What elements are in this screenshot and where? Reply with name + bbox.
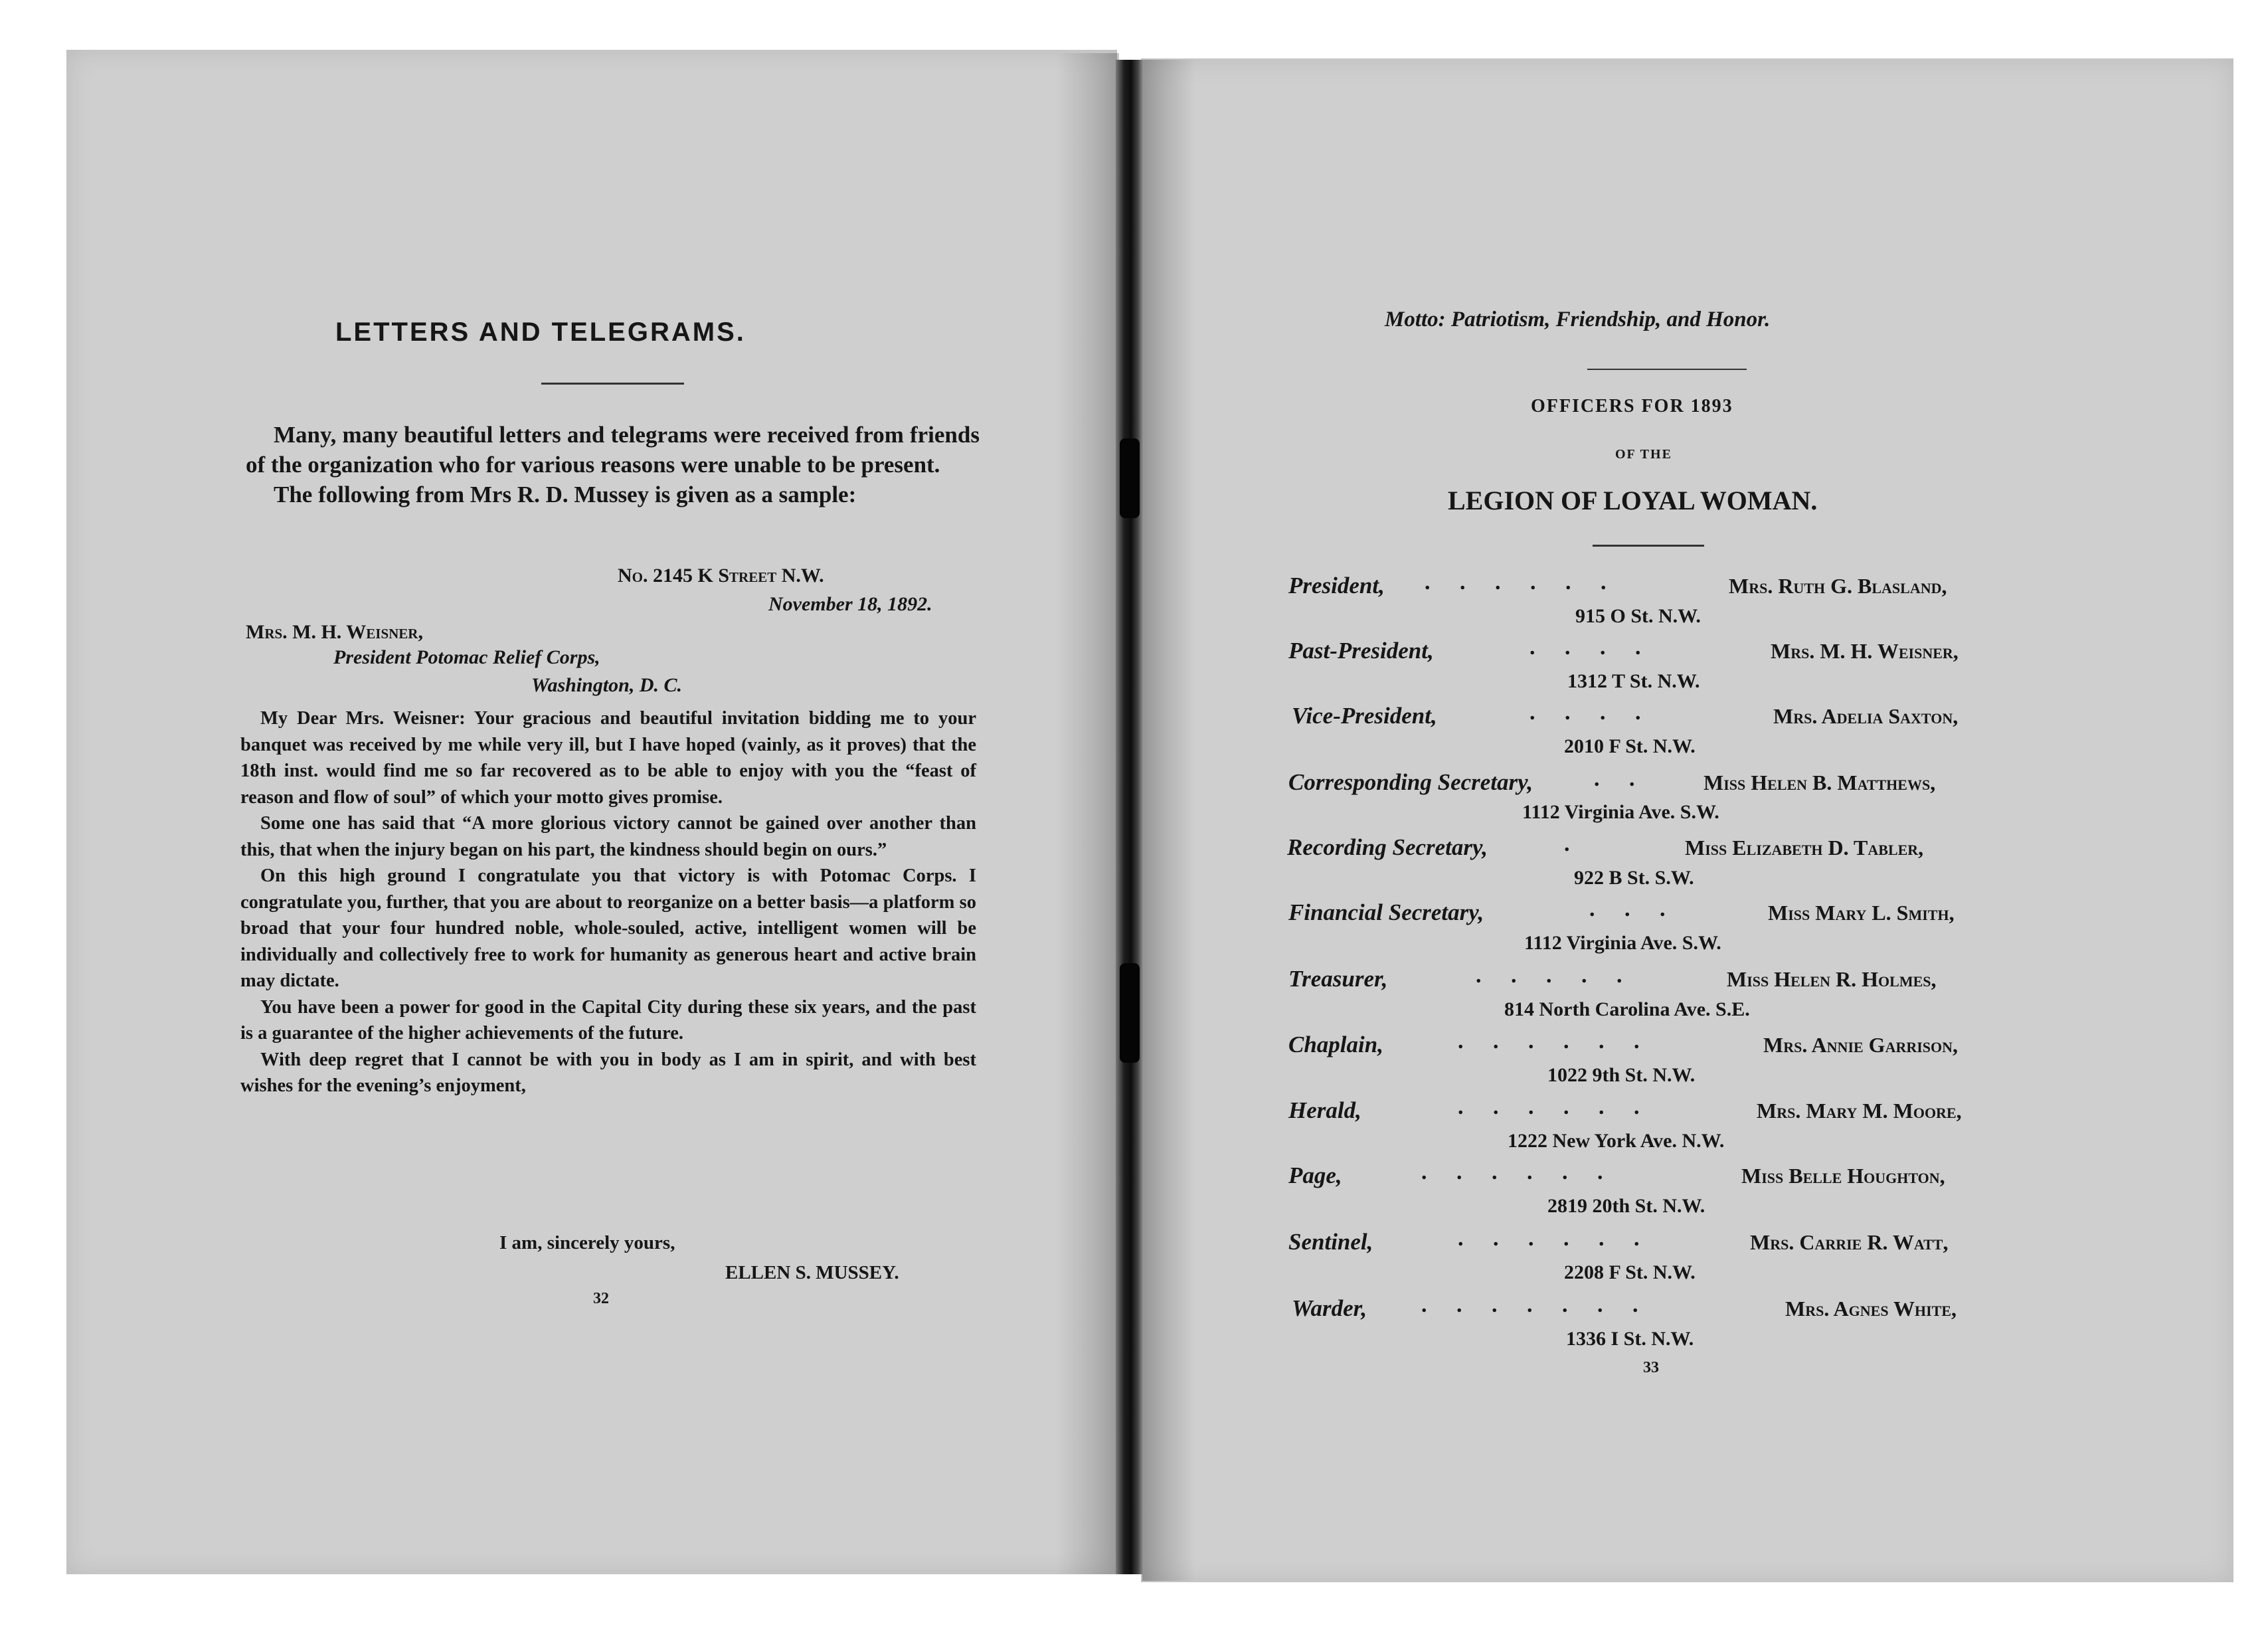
leader-dots: . . . . . . xyxy=(1421,1160,1603,1184)
letter-date: November 18, 1892. xyxy=(768,593,932,615)
letter-signature: ELLEN S. MUSSEY. xyxy=(725,1262,899,1283)
letter-paragraph: Some one has said that “A more glorious victory cannot be gained over another than this, that when the injury began on his part, the kindness should begin on ours.” xyxy=(240,813,976,860)
officer-address: 922 B St. S.W. xyxy=(1574,867,1694,889)
letter-paragraph: You have been a power for good in the Capital City during these six years, and the past is a guarantee of the higher achievements of the future. xyxy=(240,996,976,1044)
officer-address: 2010 F St. N.W. xyxy=(1564,735,1696,757)
officer-name: Mrs. Mary M. Moore, xyxy=(1757,1099,1962,1123)
motto-divider xyxy=(1587,369,1747,370)
leader-dots: . . xyxy=(1594,767,1635,791)
officer-name: Miss Helen B. Matthews, xyxy=(1703,771,1936,794)
leader-dots: . . . xyxy=(1589,897,1666,921)
leader-dots: . . . . xyxy=(1529,700,1641,725)
motto: Motto: Patriotism, Friendship, and Honor. xyxy=(1385,308,1771,331)
intro-paragraph: The following from Mrs R. D. Mussey is given as a sample: xyxy=(274,482,857,507)
officer-address: 1112 Virginia Ave. S.W. xyxy=(1522,801,1719,823)
letter-paragraph: My Dear Mrs. Weisner: Your gracious and beautiful invitation bidding me to your banquet was received by me while very ill, but I have hoped (vainly, as it proves) that the 18th inst. would find me so far recovered as to be able to enjoy with you the “feast of reason and flow of soul” of which your motto gives promise. xyxy=(240,708,976,808)
officer-role: Warder, xyxy=(1292,1295,1367,1321)
leader-dots: . . . . . . xyxy=(1458,1029,1640,1053)
binding-staple-upper xyxy=(1120,438,1140,518)
recipient-title: President Potomac Relief Corps, xyxy=(333,646,600,668)
officer-name: Mrs. Agnes White, xyxy=(1785,1297,1957,1321)
heading-divider xyxy=(1593,545,1704,547)
letter-paragraph: With deep regret that I cannot be with you in body as I am in spirit, and with best wishes for the evening’s enjoyment, xyxy=(240,1049,976,1096)
officer-address: 2208 F St. N.W. xyxy=(1564,1261,1696,1283)
organization-name: LEGION OF LOYAL WOMAN. xyxy=(1448,486,1818,515)
officer-address: 1336 I St. N.W. xyxy=(1566,1328,1694,1350)
leader-dots: . . . . . . xyxy=(1425,570,1607,594)
officer-address: 1112 Virginia Ave. S.W. xyxy=(1524,932,1721,954)
officer-role: Past-President, xyxy=(1288,638,1434,664)
leader-dots: . . . . . . xyxy=(1458,1095,1640,1119)
letter-paragraph: On this high ground I congratulate you that victory is with Potomac Corps. I congratulate you, further, that you are about to reorganize on a better basis—a platform so broad that your four hundred noble, whole-souled, active, intelligent women will be individually and collectively free to work for humanity as generous heart and active brain may dictate. xyxy=(240,866,976,991)
officer-address: 1312 T St. N.W. xyxy=(1567,670,1700,692)
officer-role: President, xyxy=(1288,573,1385,598)
of-the-label: OF THE xyxy=(1615,447,1672,462)
officer-name: Mrs. Adelia Saxton, xyxy=(1773,704,1959,728)
letter-body xyxy=(240,705,976,1099)
leader-dots: . . . . . . . xyxy=(1421,1293,1638,1317)
officers-heading: OFFICERS FOR 1893 xyxy=(1531,396,1733,416)
officer-role: Corresponding Secretary, xyxy=(1288,769,1533,795)
officer-role: Chaplain, xyxy=(1288,1032,1383,1057)
officer-role: Financial Secretary, xyxy=(1288,899,1484,925)
intro-text xyxy=(246,420,980,509)
recipient-place: Washington, D. C. xyxy=(531,674,683,696)
page-title: LETTERS AND TELEGRAMS. xyxy=(335,318,746,347)
officer-name: Miss Helen R. Holmes, xyxy=(1727,967,1937,991)
officer-name: Mrs. Ruth G. Blasland, xyxy=(1729,574,1947,598)
leader-dots: . . . . . xyxy=(1476,963,1622,988)
officer-name: Miss Mary L. Smith, xyxy=(1768,901,1955,925)
officer-address: 2819 20th St. N.W. xyxy=(1547,1195,1705,1217)
officer-name: Mrs. Annie Garrison, xyxy=(1763,1033,1959,1057)
officer-address: 814 North Carolina Ave. S.E. xyxy=(1504,998,1750,1020)
officer-address: 915 O St. N.W. xyxy=(1575,605,1701,627)
page-number-left: 32 xyxy=(593,1290,609,1307)
officer-role: Herald, xyxy=(1288,1097,1361,1123)
officer-address: 1222 New York Ave. N.W. xyxy=(1508,1130,1725,1152)
title-divider xyxy=(541,383,684,385)
letter-closing: I am, sincerely yours, xyxy=(499,1232,675,1253)
officer-name: Miss Elizabeth D. Tabler, xyxy=(1685,836,1924,860)
officer-name: Miss Belle Houghton, xyxy=(1741,1164,1945,1188)
officer-role: Vice-President, xyxy=(1292,703,1437,729)
gutter-shadow-left xyxy=(1056,53,1119,1574)
officer-name: Mrs. Carrie R. Watt, xyxy=(1750,1230,1949,1254)
letter-address: No. 2145 K Street N.W. xyxy=(618,565,824,587)
gutter-shadow-right xyxy=(1142,60,1195,1581)
page-number-right: 33 xyxy=(1643,1359,1659,1376)
leader-dots: . xyxy=(1564,832,1570,856)
intro-paragraph: Many, many beautiful letters and telegrams were received from friends of the organization who for various reasons were unable to be present. xyxy=(246,422,980,478)
binding-staple-lower xyxy=(1120,963,1140,1063)
officer-role: Sentinel, xyxy=(1288,1229,1373,1255)
recipient-name: Mrs. M. H. Weisner, xyxy=(246,621,423,643)
leader-dots: . . . . xyxy=(1529,635,1641,660)
officer-role: Treasurer, xyxy=(1288,966,1388,992)
officer-role: Page, xyxy=(1288,1162,1342,1188)
officer-address: 1022 9th St. N.W. xyxy=(1547,1064,1696,1086)
officer-name: Mrs. M. H. Weisner, xyxy=(1771,639,1959,663)
book-spine xyxy=(1116,60,1144,1574)
leader-dots: . . . . . . xyxy=(1458,1226,1640,1251)
officer-role: Recording Secretary, xyxy=(1287,834,1488,860)
